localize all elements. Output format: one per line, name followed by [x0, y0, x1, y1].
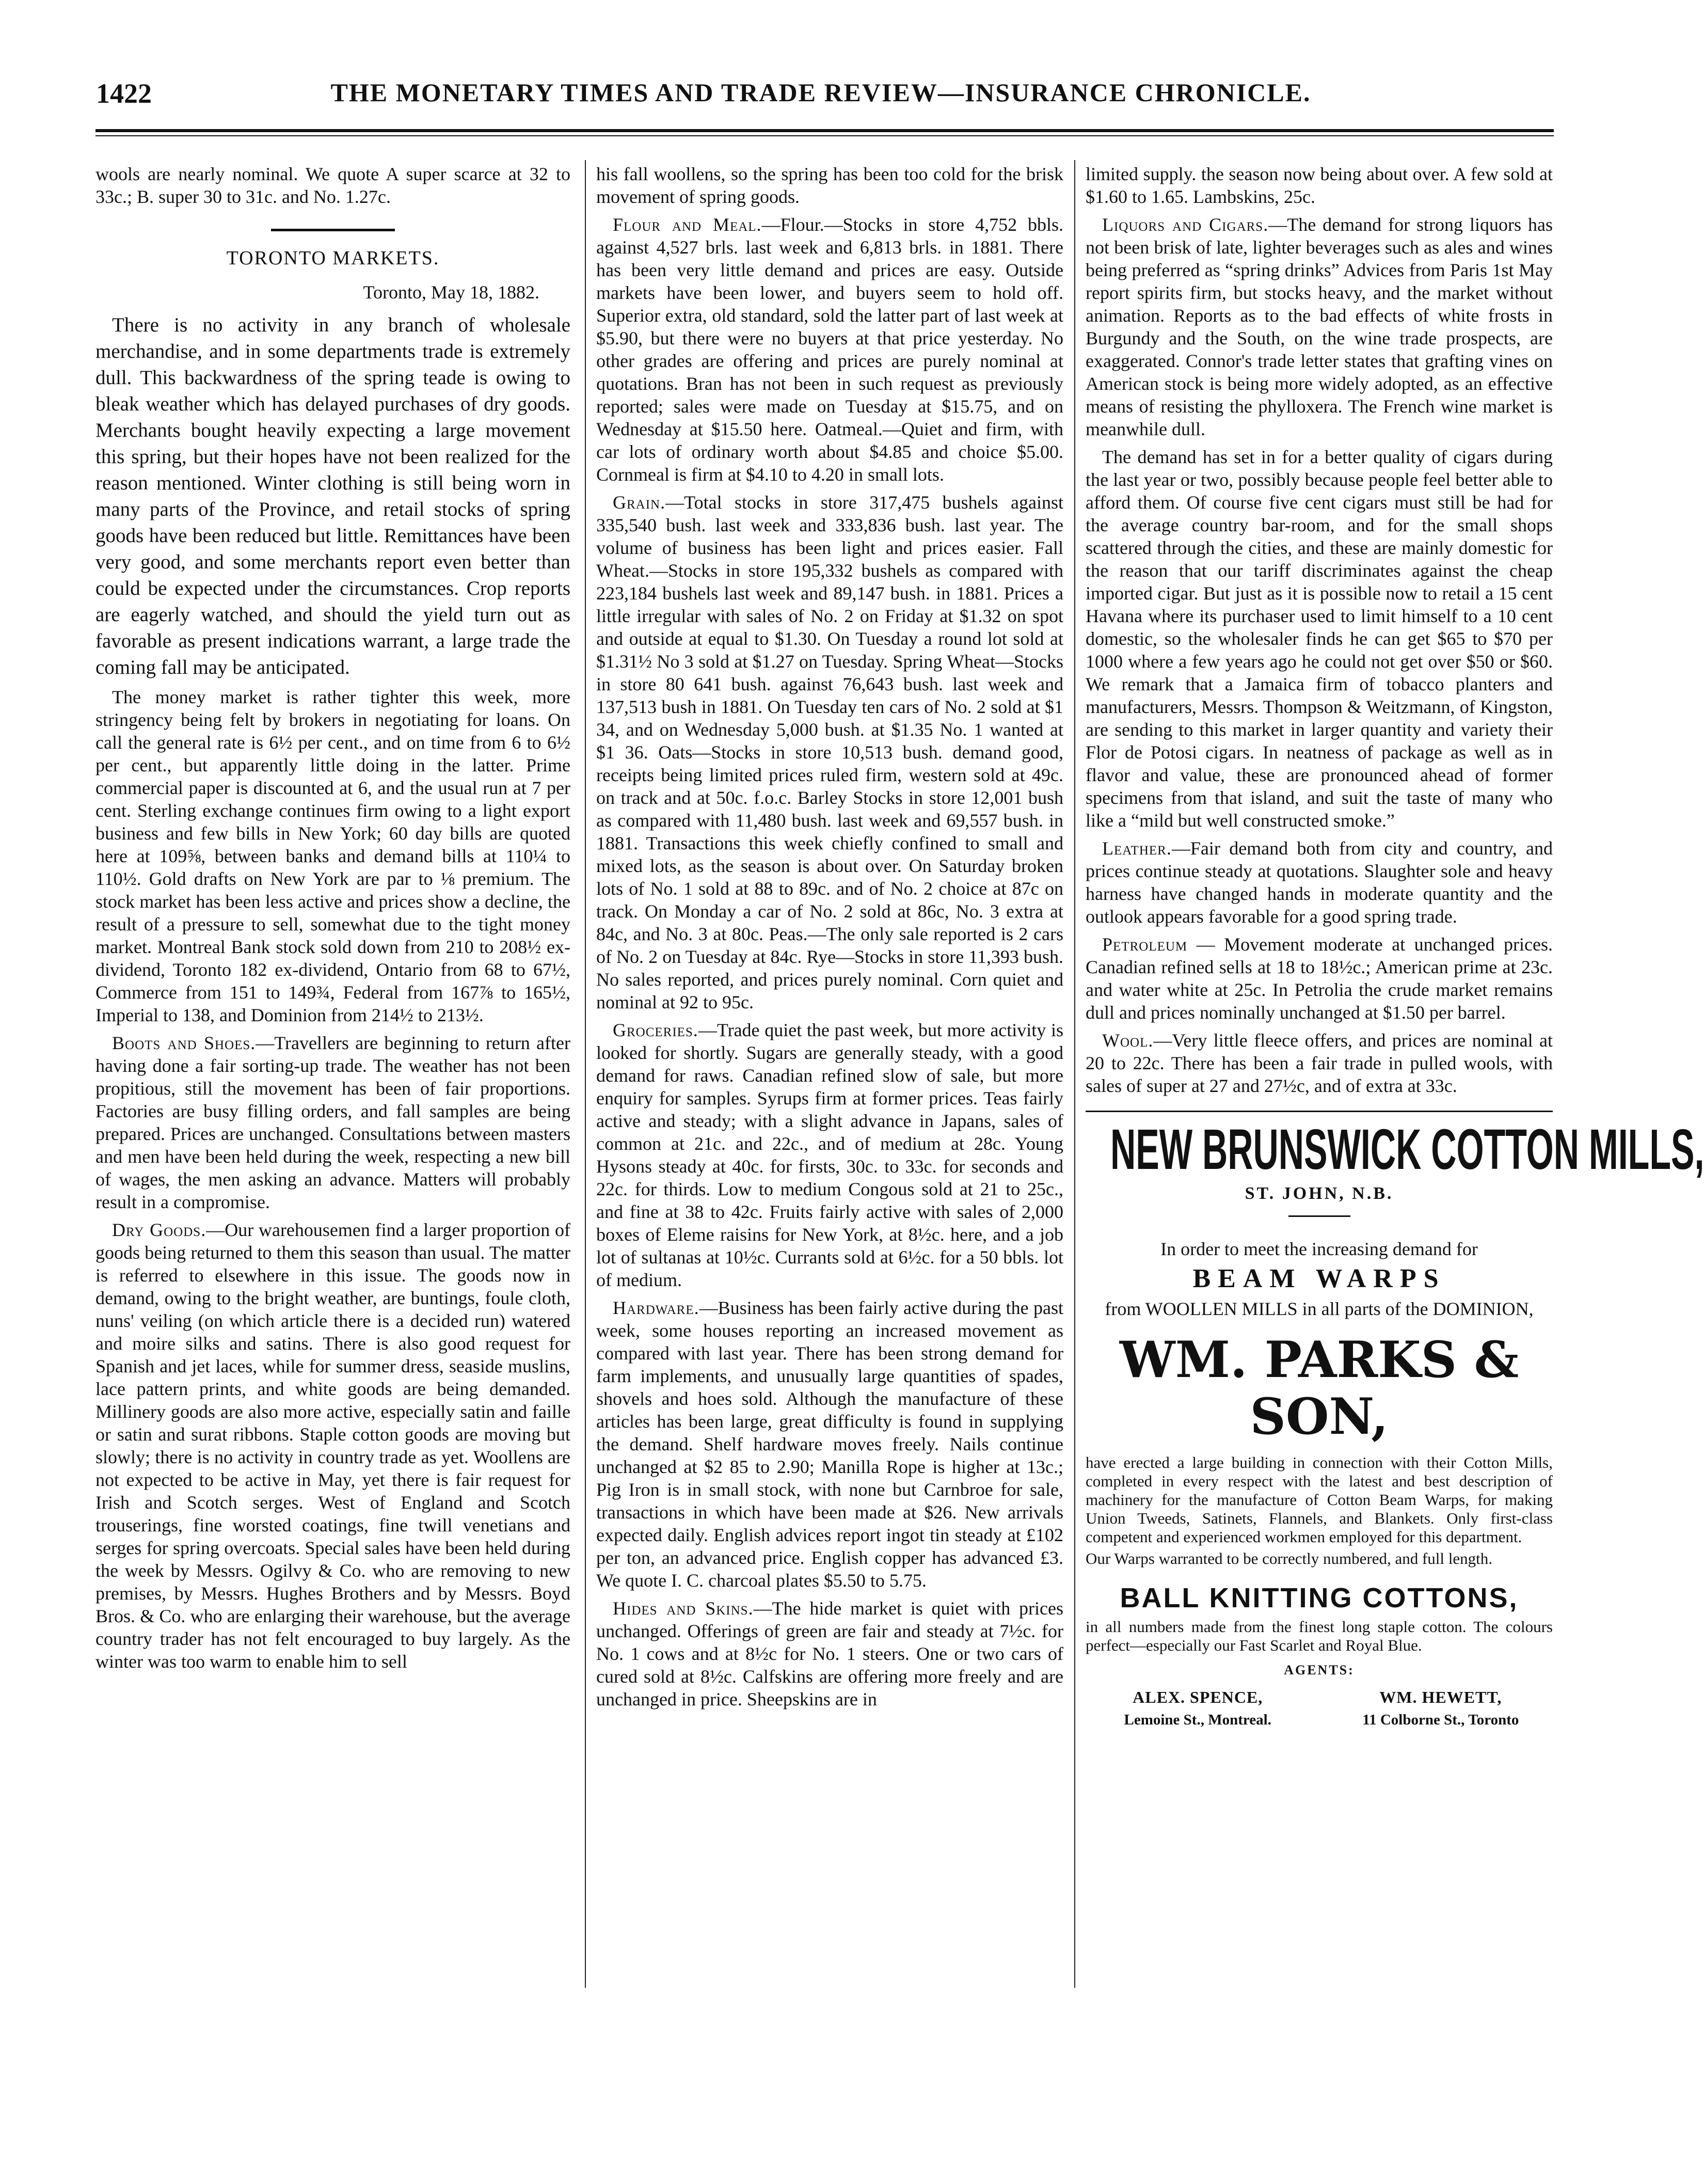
ad-warrant: Our Warps warranted to be correctly numbered, and full length.	[1086, 1549, 1493, 1568]
agent	[1329, 1686, 1553, 1731]
ad-ball-title: BALL KNITTING COTTONS,	[1120, 1582, 1519, 1613]
paragraph-text: —Fair demand both from city and country, and prices continue steady at quotations. Slaughter sole and heavy harness have changed hands in moderate quantity and the outlook appears favorable for a good spring trade.	[1086, 838, 1553, 927]
ad-from-line: from WOOLLEN MILLS in all parts of the DOMINION,	[1105, 1299, 1534, 1319]
header-rule-thin	[95, 135, 1554, 136]
ad-title: NEW BRUNSWICK COTTON MILLS,	[1110, 1118, 1704, 1181]
agent-address: 11 Colborne St., Toronto	[1362, 1712, 1519, 1728]
masthead-title: THE MONETARY TIMES AND TRADE REVIEW—INSURANCE CHRONICLE.	[330, 78, 1311, 107]
subhead: Hardware.	[613, 1297, 699, 1318]
ad-intro: In order to meet the increasing demand for	[1160, 1239, 1478, 1259]
article-paragraph	[1086, 933, 1553, 1024]
paragraph-text: —Flour.—Stocks in store 4,752 bbls. against 4,527 brls. last week and 6,813 brls. in 1881. There has been very little demand and prices are easy. Outside markets have been lower, and buyers seem to hold off. Superior extra, old standard, sold the latter part of last week at $5.90, but there were no buyers at that price yesterday. No other grades are offering and prices are purely nominal at quotations. Bran has not been in such request as previously reported; sales were made on Tuesday at $15.75, and on Wednesday at $15.50 here. Oatmeal.—Quiet and firm, with car lots of ordinary worth about $4.85 and choice $5.00. Cornmeal is firm at $4.10 to 4.20 in small lots.	[596, 214, 1063, 485]
article-carryover: his fall woollens, so the spring has been too cold for the brisk movement of spring goods.	[596, 164, 1063, 207]
article-paragraph	[95, 1218, 570, 1673]
article-paragraph	[1086, 1029, 1553, 1097]
article-paragraph: The demand has set in for a better quality of cigars during the last year or two, possibly because people feel better able to afford them. Of course five cent cigars must still be had for the average country bar-room, and for the small shops scattered through the cities, and these are mainly domestic for the reason that our tariff discriminates against the cheap imported cigar. But just as it is possible now to retail a 15 cent Havana where its purchaser used to limit himself to a 10 cent domestic, so the wholesaler finds he can get $65 to $70 per 1000 where a few years ago he could not get over $50 or $60. We remark that a Jamaica firm of tobacco planters and manufacturers, Messrs. Thompson & Weitzmann, of Kingston, are sending to this market in larger quantity and variety their Flor de Potosi cigars. In neatness of package as well as in flavor and value, these are pronounced ahead of former specimens from that island, and suit the taste of many who like a “mild but well constructed smoke.”	[1086, 447, 1553, 831]
paragraph-text: —Our warehousemen find a larger proportion of goods being returned to them this season than usual. The matter is referred to elsewhere in this issue. The goods now in demand, owing to the bright weather, are buntings, foule cloth, nuns' veiling (on which article there is a decided run) watered and moire silks and satins. There is also good request for Spanish and jet laces, while for summer dress, seaside muslins, lace pattern prints, and white goods are being demanded. Millinery goods are also more active, especially satin and faille or satin and surat ribbons. Staple cotton goods are moving but slowly; there is no activity in country trade as yet. Woollens are not expected to be active in May, yet there is fair request for Irish and Scotch serges. West of England and Scotch trouserings, fine worsted coatings, fine twill venetians and serges for spring overcoats. Special sales have been held during the week by Messrs. Ogilvy & Co. who are removing to new premises, by Messrs. Hughes Brothers and by Messrs. Boyd Bros. & Co. who are enlarging their warehouse, but the average country trader has not felt encouraged to buy largely. As the winter was too warm to enable him to sell	[95, 1220, 570, 1672]
header-rule	[95, 129, 1554, 132]
ad-divider	[1288, 1215, 1350, 1217]
section-divider	[271, 229, 395, 231]
paragraph-text: —Travellers are beginning to return after having done a fair sorting-up trade. The weather has not been propitious, still the movement has been of fair proportions. Factories are busy filling orders, and fall samples are being prepared. Prices are unchanged. Consultations between masters and men have been held during the week, respecting a new bill of wages, the men asking an advance. Matters will probably result in a compromise.	[95, 1033, 570, 1212]
article-paragraph	[596, 1597, 1063, 1711]
subhead: Leather.	[1102, 838, 1172, 859]
subhead: Liquors and Cigars.	[1102, 214, 1269, 235]
column-middle	[596, 163, 1063, 1980]
subhead: Petroleum	[1102, 934, 1188, 955]
subhead: Dry Goods.	[112, 1220, 206, 1240]
ad-company: WM. PARKS & SON,	[1119, 1331, 1519, 1446]
article-paragraph: The money market is rather tighter this week, more stringency being felt by brokers in negotiating for loans. On call the general rate is 6½ per cent., and on time from 6 to 6½ per cent., but apparently little doing in the latter. Prime commercial paper is discounted at 6, and the usual run at 7 per cent. Sterling exchange continues firm owing to a light export business and few bills in New York; 60 day bills are quoted here at 109⅝, between banks and demand bills at 110¼ to 110½. Gold drafts on New York are par to ⅛ premium. The stock market has been less active and prices show a decline, the result of a pressure to sell, somewhat due to the tight money market. Montreal Bank stock sold down from 210 to 208½ ex-dividend, Toronto 182 ex-dividend, Ontario from 68 to 67½, Commerce from 151 to 149¾, Federal from 167⅞ to 165½, Imperial to 138, and Dominion from 214½ to 213½.	[95, 687, 570, 1025]
paragraph-text: —Business has been fairly active during the past week, some houses reporting an increased movement as compared with last year. There has been strong demand for farm implements, and unusually large quantities of spades, shovels and hoes sold. Although the manufacture of these articles has been large, great difficulty is found in supplying the demand. Shelf hardware moves freely. Nails continue unchanged at $2 85 to 2.90; Manilla Rope is higher at 13c.; Pig Iron is in small stock, with none but Carnbroe for sale, transactions in which have been made at $26. New arrivals expected daily. English advices report ingot tin steady at £102 per ton, an advanced price. English copper has advanced £3. We quote I. C. charcoal plates $5.50 to 5.75.	[596, 1297, 1063, 1591]
ad-body: have erected a large building in connection with their Cotton Mills, completed in every respect with the latest and best description of machinery for the manufacture of Cotton Beam Warps, for making Union Tweeds, Satinets, Flannels, and Blankets. Only first-class competent and experienced workmen employed for this department.	[1086, 1453, 1553, 1546]
paragraph-text: —The hide market is quiet with prices unchanged. Offerings of green are fair and steady at 7½c. for No. 1 cows and at 8½c for No. 1 steers. One or two cars of cured sold at 8½c. Calfskins are offering more freely and are unchanged in price. Sheepskins are in	[596, 1598, 1063, 1710]
dateline: Toronto, May 18, 1882.	[363, 282, 539, 303]
agent	[1086, 1686, 1310, 1731]
paragraph-text: —Trade quiet the past week, but more activity is looked for shortly. Sugars are generally steady, with a good demand for raws. Canadian refined slow of sale, but more enquiry for samples. Syrups firm at former prices. Teas fairly active and steady; with a slight advance in Japans, sales of common at 21c. and 22c., and of medium at 28c. Young Hysons steady at 40c. for firsts, 30c. to 33c. for seconds and 22c. for thirds. Low to medium Congous sold at 21 to 25c., and fine at 38 to 42c. Fruits fairly active with sales of 2,000 boxes of Eleme raisins for New York, at 8½c. here, and a job lot of sultanas at 10½c. Currants sold at 6½c. for a 50 bbls. lot of medium.	[596, 1020, 1063, 1290]
subhead: Grain.	[613, 492, 666, 513]
article-paragraph	[95, 1032, 570, 1213]
column-divider	[585, 160, 586, 1988]
article-paragraph	[596, 1296, 1063, 1592]
agents	[1086, 1686, 1553, 1731]
article-paragraph	[596, 491, 1063, 1014]
column-left	[95, 163, 570, 1980]
advertisement	[1086, 1111, 1704, 1731]
article-paragraph	[1086, 837, 1553, 928]
article-paragraph	[1086, 213, 1553, 440]
page-number: 1422	[96, 78, 152, 109]
agent-name: ALEX. SPENCE,	[1133, 1688, 1263, 1706]
article-carryover: limited supply. the season now being about over. A few sold at $1.60 to 1.65. Lambskins, 25c.	[1086, 164, 1553, 207]
paragraph-text: —The demand for strong liquors has not been brisk of late, lighter beverages such as ales and wines being preferred as “spring drinks” Advices from Paris 1st May report spirits firm, but stocks heavy, and the market without animation. Reports as to the bad effects of white frosts in Burgundy and the South, on the wine trade prospects, are exaggerated. Connor's trade letter states that grafting vines on American stock is being more widely adopted, as an effective means of resisting the phylloxera. The French wine market is meanwhile dull.	[1086, 214, 1553, 439]
subhead: Hides and Skins.	[613, 1598, 754, 1619]
subhead: Wool.	[1102, 1030, 1154, 1051]
paragraph-text: — Movement moderate at unchanged prices. Canadian refined sells at 18 to 18½c.; American prime at 23c. and water white at 25c. In Petrolia the crude market remains dull and prices nominally unchanged at $1.50 per barrel.	[1086, 934, 1553, 1023]
article-paragraph	[596, 1019, 1063, 1291]
subhead: Flour and Meal.	[613, 214, 762, 235]
ad-location: ST. JOHN, N.B.	[1245, 1184, 1394, 1203]
subhead: Groceries.	[613, 1020, 698, 1040]
column-right	[1086, 163, 1704, 1980]
agent-address: Lemoine St., Montreal.	[1124, 1712, 1271, 1728]
agent-name: WM. HEWETT,	[1379, 1688, 1502, 1706]
article-carryover: wools are nearly nominal. We quote A super scarce at 32 to 33c.; B. super 30 to 31c. and No. 1.27c.	[95, 164, 570, 207]
subhead: Boots and Shoes.	[112, 1033, 256, 1053]
article-paragraph	[596, 213, 1063, 486]
paragraph-text: —Very little fleece offers, and prices are nominal at 20 to 22c. There has been a fair trade in pulled wools, with sales of super at 27 and 27½c, and of extra at 33c.	[1086, 1030, 1553, 1096]
agents-label: AGENTS:	[1284, 1663, 1355, 1677]
ad-product: BEAM WARPS	[1192, 1264, 1446, 1293]
ad-ball-text: in all numbers made from the finest long staple cotton. The colours perfect—especially our Fast Scarlet and Royal Blue.	[1086, 1618, 1553, 1654]
section-title: TORONTO MARKETS.	[226, 247, 440, 269]
paragraph-text: —Total stocks in store 317,475 bushels against 335,540 bush. last week and 333,836 bush. last year. The volume of business has been light and prices easier. Fall Wheat.—Stocks in store 195,332 bushels as compared with 223,184 bushels last week and 89,147 bush. in 1881. Prices a little irregular with sales of No. 2 on Friday at $1.32 on spot and outside at equal to $1.30. On Tuesday a round lot sold at $1.31½ No 3 sold at $1.27 on Tuesday. Spring Wheat—Stocks in store 80 641 bush. against 76,643 bush. last week and 137,513 bush in 1881. On Tuesday ten cars of No. 2 sold at $1 34, and on Wednesday 5,000 bush. at $1.35 No. 1 wanted at $1 36. Oats—Stocks in store 10,513 bush. demand good, receipts being limited prices ruled firm, western sold at 49c. on track and at 50c. f.o.c. Barley Stocks in store 12,001 bush as compared with 11,480 bush. last week and 69,557 bush. in 1881. Transactions this week chiefly confined to small and mixed lots, as the season is about over. On Saturday broken lots of No. 1 sold at 88 to 89c. and of No. 2 choice at 87c on track. On Monday a car of No. 2 sold at 86c, No. 3 extra at 84c, and No. 3 at 80c. Peas.—The only sale reported is 2 cars of No. 2 on Tuesday at 84c. Rye—Stocks in store 11,393 bush. No sales reported, and prices purely nominal. Corn quiet and nominal at 92 to 95c.	[596, 492, 1063, 1012]
column-divider	[1074, 160, 1075, 1988]
article-paragraph: There is no activity in any branch of wholesale merchandise, and in some departments trade is extremely dull. This backwardness of the spring teade is owing to bleak weather which has delayed purchases of dry goods. Merchants bought heavily expecting a large movement this spring, but their hopes have not been realized for the reason mentioned. Winter clothing is still being worn in many parts of the Province, and retail stocks of spring goods have been reduced but little. Remittances have been very good, and some merchants report even better than could be expected under the circumstances. Crop reports are eagerly watched, and should the yield turn out as favorable as present indications warrant, a large trade the coming fall may be anticipated.	[95, 314, 570, 678]
page-header	[77, 77, 1564, 119]
